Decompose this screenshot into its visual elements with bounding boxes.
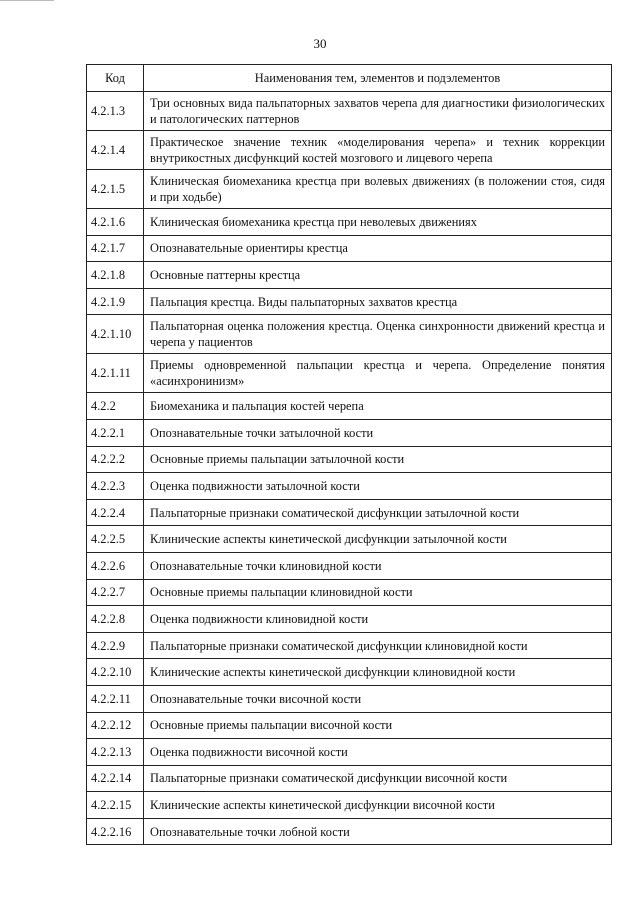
row-code: 4.2.2.9 — [87, 632, 144, 659]
row-code: 4.2.2 — [87, 393, 144, 420]
row-title: Основные приемы пальпации височной кости — [144, 712, 612, 739]
row-title: Пальпаторная оценка положения крестца. Оценка синхронности движений крестца и черепа у пациентов — [144, 315, 612, 354]
table-row — [87, 393, 612, 420]
table-row — [87, 446, 612, 473]
table-row — [87, 288, 612, 315]
row-title: Опознавательные точки затылочной кости — [144, 419, 612, 446]
table-row — [87, 606, 612, 633]
row-title: Биомеханика и пальпация костей черепа — [144, 393, 612, 420]
row-title: Опознавательные точки лобной кости — [144, 818, 612, 845]
row-code: 4.2.1.4 — [87, 131, 144, 170]
table-row — [87, 552, 612, 579]
row-code: 4.2.1.3 — [87, 92, 144, 131]
row-title: Основные приемы пальпации затылочной кости — [144, 446, 612, 473]
row-code: 4.2.2.4 — [87, 499, 144, 526]
table-row — [87, 354, 612, 393]
row-title: Приемы одновременной пальпации крестца и черепа. Определение понятия «асинхронинизм» — [144, 354, 612, 393]
scan-edge-mark — [0, 0, 54, 4]
row-code: 4.2.1.9 — [87, 288, 144, 315]
row-title: Опознавательные ориентиры крестца — [144, 235, 612, 262]
row-title: Три основных вида пальпаторных захватов черепа для диагностики физиологических и патологических паттернов — [144, 92, 612, 131]
row-code: 4.2.2.5 — [87, 526, 144, 553]
row-code: 4.2.1.6 — [87, 209, 144, 236]
row-code: 4.2.2.7 — [87, 579, 144, 606]
row-code: 4.2.2.1 — [87, 419, 144, 446]
table-row — [87, 579, 612, 606]
row-code: 4.2.1.8 — [87, 262, 144, 289]
row-code: 4.2.1.5 — [87, 170, 144, 209]
row-code: 4.2.2.11 — [87, 685, 144, 712]
table-row — [87, 315, 612, 354]
table-row — [87, 632, 612, 659]
row-code: 4.2.2.2 — [87, 446, 144, 473]
row-code: 4.2.2.12 — [87, 712, 144, 739]
row-code: 4.2.1.7 — [87, 235, 144, 262]
row-title: Пальпаторные признаки соматической дисфункции затылочной кости — [144, 499, 612, 526]
table-row — [87, 170, 612, 209]
row-title: Клинические аспекты кинетической дисфункции височной кости — [144, 792, 612, 819]
row-title: Клинические аспекты кинетической дисфункции затылочной кости — [144, 526, 612, 553]
row-code: 4.2.2.10 — [87, 659, 144, 686]
row-title: Пальпаторные признаки соматической дисфункции височной кости — [144, 765, 612, 792]
table-row — [87, 209, 612, 236]
row-title: Практическое значение техник «моделирования черепа» и техник коррекции внутрикостных дисфункций костей мозгового и лицевого черепа — [144, 131, 612, 170]
row-code: 4.2.1.11 — [87, 354, 144, 393]
table-row — [87, 499, 612, 526]
table-row — [87, 235, 612, 262]
row-code: 4.2.2.14 — [87, 765, 144, 792]
table-row — [87, 131, 612, 170]
row-title: Клиническая биомеханика крестца при волевых движениях (в положении стоя, сидя и при ходьбе) — [144, 170, 612, 209]
row-title: Оценка подвижности клиновидной кости — [144, 606, 612, 633]
table-header-row — [87, 65, 612, 92]
topics-table — [86, 64, 612, 845]
table-row — [87, 419, 612, 446]
table-row — [87, 792, 612, 819]
table-row — [87, 262, 612, 289]
row-code: 4.2.2.16 — [87, 818, 144, 845]
row-title: Опознавательные точки клиновидной кости — [144, 552, 612, 579]
table-row — [87, 92, 612, 131]
table-row — [87, 818, 612, 845]
row-title: Клиническая биомеханика крестца при неволевых движениях — [144, 209, 612, 236]
row-code: 4.2.2.8 — [87, 606, 144, 633]
row-title: Основные приемы пальпации клиновидной кости — [144, 579, 612, 606]
table-row — [87, 526, 612, 553]
table-row — [87, 473, 612, 500]
table-row — [87, 659, 612, 686]
row-code: 4.2.2.13 — [87, 739, 144, 766]
row-title: Оценка подвижности затылочной кости — [144, 473, 612, 500]
row-code: 4.2.2.15 — [87, 792, 144, 819]
row-code: 4.2.2.3 — [87, 473, 144, 500]
row-code: 4.2.2.6 — [87, 552, 144, 579]
row-title: Пальпация крестца. Виды пальпаторных захватов крестца — [144, 288, 612, 315]
code-column-header: Код — [87, 65, 144, 92]
row-title: Опознавательные точки височной кости — [144, 685, 612, 712]
row-title: Оценка подвижности височной кости — [144, 739, 612, 766]
row-title: Основные паттерны крестца — [144, 262, 612, 289]
row-title: Пальпаторные признаки соматической дисфункции клиновидной кости — [144, 632, 612, 659]
page-number: 30 — [313, 36, 327, 51]
table-row — [87, 765, 612, 792]
row-code: 4.2.1.10 — [87, 315, 144, 354]
table-row — [87, 739, 612, 766]
row-title: Клинические аспекты кинетической дисфункции клиновидной кости — [144, 659, 612, 686]
title-column-header: Наименования тем, элементов и подэлементов — [144, 65, 612, 92]
table-row — [87, 712, 612, 739]
table-row — [87, 685, 612, 712]
